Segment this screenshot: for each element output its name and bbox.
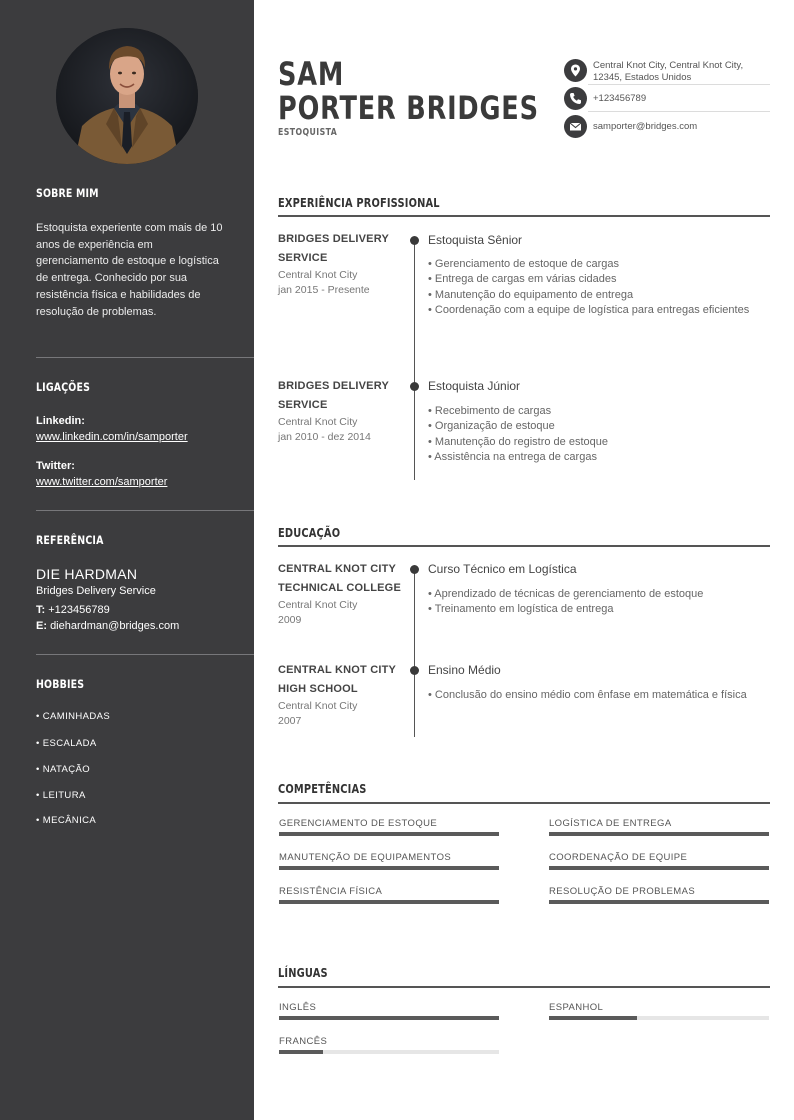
skill-label: RESISTÊNCIA FÍSICA [279,886,383,897]
experience-job-title: Estoquista Júnior [428,379,521,393]
divider [588,111,770,112]
skill-bar-fill [279,866,499,870]
section-divider [278,986,770,988]
skill-bar [549,832,769,836]
timeline-dot [410,666,419,675]
hobbies-title: HOBBIES [36,677,85,691]
language-label: ESPANHOL [549,1002,604,1013]
experience-bullets: • Recebimento de cargas • Organização de estoque • Manutenção do registro de estoque • Assistência na entrega de cargas [428,405,608,463]
skill-bar [279,866,499,870]
timeline-dot [410,565,419,574]
profile-photo [56,28,198,164]
section-divider [278,802,770,804]
experience-meta: Central Knot City jan 2010 - dez 2014 [278,416,371,443]
language-label: FRANCÊS [279,1036,328,1047]
job-role: ESTOQUISTA [278,127,338,138]
skill-bar-fill [549,866,769,870]
skill-bar-fill [279,900,499,904]
education-course: Curso Técnico em Logística [428,562,577,576]
linkedin-link[interactable]: www.linkedin.com/in/samporter [36,431,188,443]
section-divider [278,545,770,547]
skill-bar-fill [549,832,769,836]
contact-phone: +123456789 [593,93,647,104]
skill-label: GERENCIAMENTO DE ESTOQUE [279,818,438,829]
divider [36,357,254,358]
language-label: INGLÊS [279,1002,317,1013]
skill-label: COORDENAÇÃO DE EQUIPE [549,852,688,863]
links-title: LIGAÇÕES [36,380,91,394]
hobby-item: • NATAÇÃO [36,764,91,775]
education-bullets: • Conclusão do ensino médio com ênfase em matemática e física [428,689,747,701]
skill-label: RESOLUÇÃO DE PROBLEMAS [549,886,696,897]
reference-email: E: diehardman@bridges.com [36,620,180,632]
language-bar [549,1016,769,1020]
language-bar-fill [279,1050,323,1054]
languages-title: LÍNGUAS [278,966,328,980]
first-name: SAM [278,55,345,93]
twitter-label: Twitter: [36,460,75,472]
contact-address: Central Knot City, Central Knot City, 12345, Estados Unidos [593,60,744,83]
experience-org: BRIDGES DELIVERY SERVICE [278,233,389,264]
contact-email: samporter@bridges.com [593,121,698,132]
sidebar [0,0,254,1120]
language-bar [279,1050,499,1054]
experience-meta: Central Knot City jan 2015 - Presente [278,269,370,296]
divider [36,654,254,655]
experience-title: EXPERIÊNCIA PROFISSIONAL [278,196,440,210]
skill-bar [279,900,499,904]
experience-job-title: Estoquista Sênior [428,233,523,247]
skill-bar [549,900,769,904]
language-bar [279,1016,499,1020]
skill-bar-fill [549,900,769,904]
timeline-line [414,570,415,737]
twitter-link[interactable]: www.twitter.com/samporter [36,476,168,488]
linkedin-label: Linkedin: [36,415,85,427]
skill-label: LOGÍSTICA DE ENTREGA [549,818,672,829]
location-icon [564,59,587,82]
language-bar-fill [279,1016,499,1020]
divider [588,84,770,85]
skills-title: COMPETÊNCIAS [278,782,367,796]
about-title: SOBRE MIM [36,186,99,200]
education-meta: Central Knot City 2007 [278,700,358,727]
experience-org: BRIDGES DELIVERY SERVICE [278,380,389,411]
hobby-item: • ESCALADA [36,738,97,749]
email-icon [564,115,587,138]
education-meta: Central Knot City 2009 [278,599,358,626]
education-bullets: • Aprendizado de técnicas de gerenciamento de estoque • Treinamento em logística de entrega [428,588,704,616]
education-org: CENTRAL KNOT CITY TECHNICAL COLLEGE [278,563,401,594]
reference-name: DIE HARDMAN [36,566,138,582]
timeline-line [414,240,415,480]
reference-phone: T: +123456789 [36,604,110,616]
section-divider [278,215,770,217]
phone-icon [564,87,587,110]
timeline-dot [410,236,419,245]
timeline-dot [410,382,419,391]
hobby-item: • MECÂNICA [36,815,97,826]
skill-label: MANUTENÇÃO DE EQUIPAMENTOS [279,852,452,863]
experience-bullets: • Gerenciamento de estoque de cargas • Entrega de cargas em várias cidades • Manutenção do equipamento de entrega • Coordenação com a equipe de logística para entregas eficientes [428,258,750,316]
divider [36,510,254,511]
skill-bar [279,832,499,836]
education-course: Ensino Médio [428,663,501,677]
reference-company: Bridges Delivery Service [36,585,156,597]
hobby-item: • CAMINHADAS [36,711,111,722]
about-text: Estoquista experiente com mais de 10 anos de experiência em gerenciamento de estoque e logística de entrega. Conhecido por sua resistência física e habilidades de resolução de problemas. [36,222,223,318]
skill-bar [549,866,769,870]
last-name: PORTER BRIDGES [278,89,539,127]
education-title: EDUCAÇÃO [278,526,341,540]
hobby-item: • LEITURA [36,790,86,801]
language-bar-fill [549,1016,637,1020]
reference-title: REFERÊNCIA [36,533,104,547]
education-org: CENTRAL KNOT CITY HIGH SCHOOL [278,664,397,695]
skill-bar-fill [279,832,499,836]
